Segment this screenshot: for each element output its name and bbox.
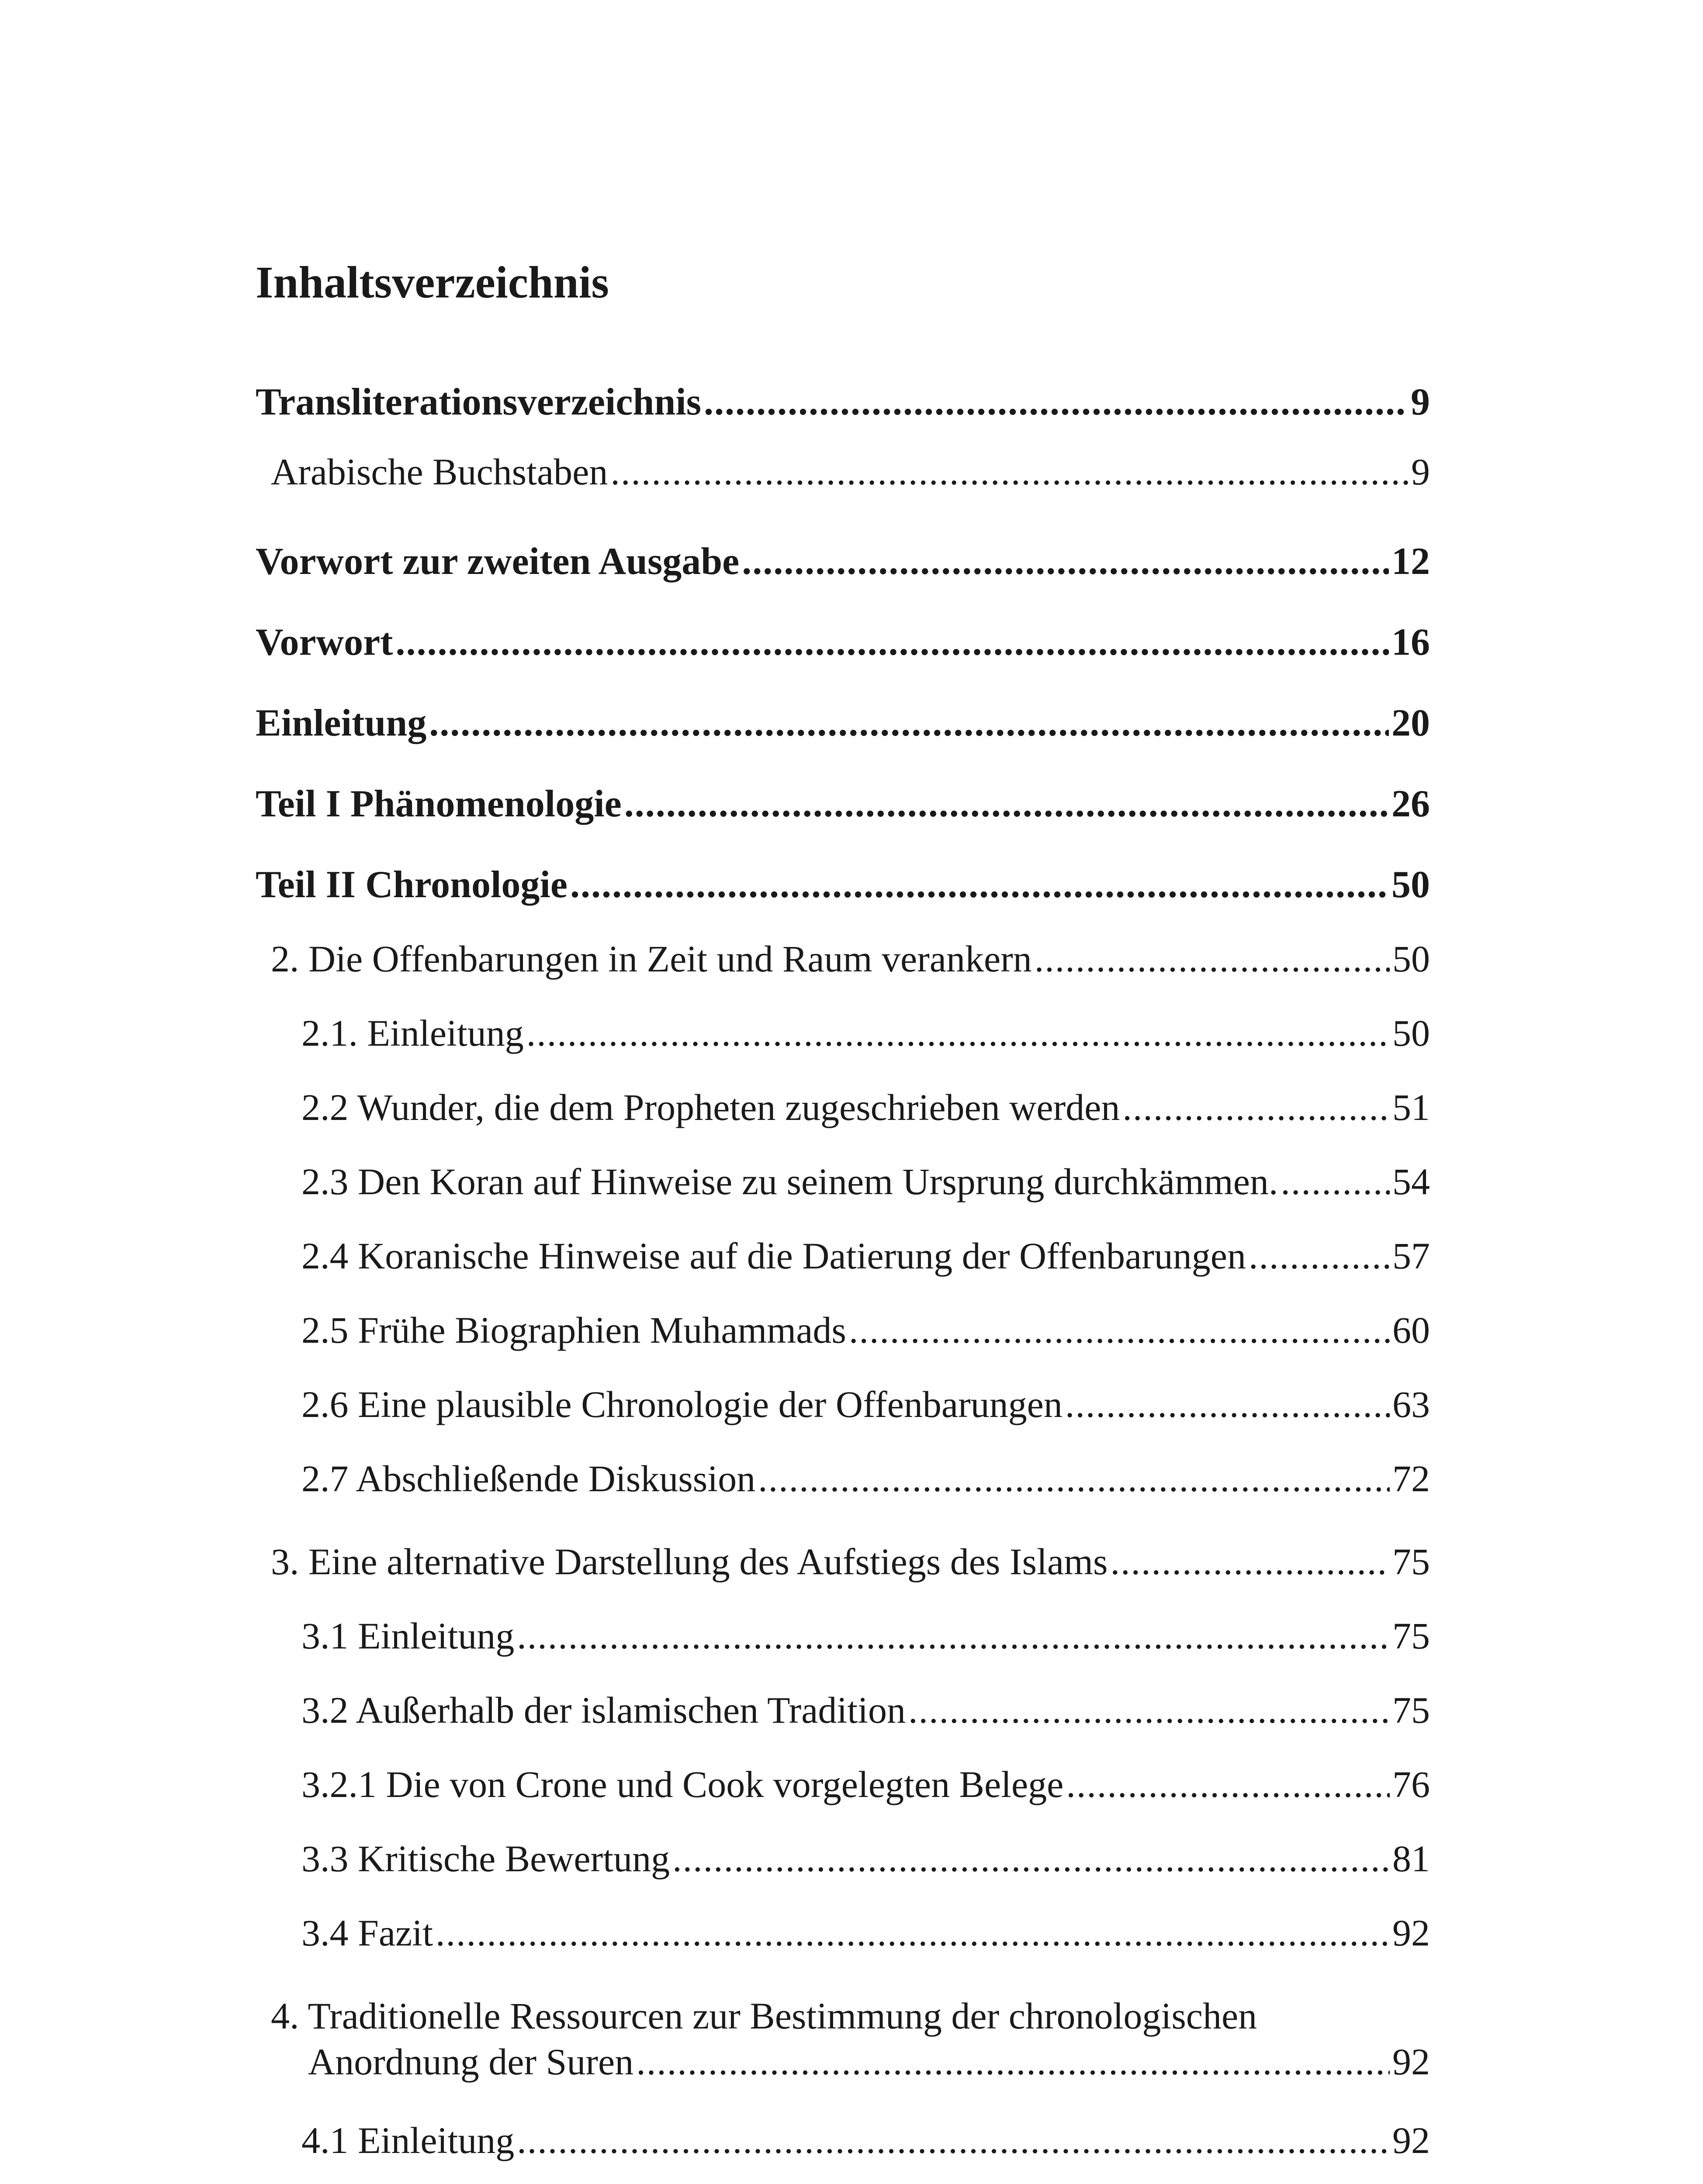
toc-entry-3-3[interactable] bbox=[301, 1837, 1430, 1880]
toc-entry-2-1[interactable] bbox=[301, 1011, 1430, 1055]
toc-entry-label: 3.2 Außerhalb der islamischen Tradition bbox=[301, 1689, 906, 1731]
toc-entry-3-4[interactable] bbox=[301, 1911, 1430, 1955]
toc-entry-label: 2.7 Abschließende Diskussion bbox=[301, 1458, 756, 1500]
dot-leader bbox=[1110, 1540, 1390, 1583]
toc-entry-2-5[interactable] bbox=[301, 1308, 1430, 1352]
dot-leader bbox=[742, 539, 1389, 584]
toc-page-number: 92 bbox=[1392, 1912, 1430, 1954]
toc-entry-label: Einleitung bbox=[256, 702, 427, 744]
toc-entry-teil-1[interactable] bbox=[256, 782, 1430, 826]
dot-leader bbox=[395, 620, 1389, 664]
toc-entry-3-2-1[interactable] bbox=[301, 1762, 1430, 1806]
toc-page-number: 81 bbox=[1392, 1838, 1430, 1880]
dot-leader bbox=[1122, 1085, 1390, 1129]
toc-entry-teil-2[interactable] bbox=[256, 863, 1430, 907]
toc-entry-chapter-4-line1[interactable]: 4. Traditionelle Ressourcen zur Bestimmung der chronologischen bbox=[271, 1995, 1257, 2037]
toc-entry-2-7[interactable] bbox=[301, 1457, 1430, 1500]
toc-page-number: 54 bbox=[1392, 1161, 1430, 1203]
dot-leader bbox=[610, 450, 1409, 494]
toc-entry-vorwort[interactable] bbox=[256, 620, 1430, 664]
toc-entry-label: 3.2.1 Die von Crone und Cook vorgelegten Belege bbox=[301, 1763, 1064, 1805]
toc-entry-label: 2.1. Einleitung bbox=[301, 1012, 524, 1054]
toc-entry-label: 2.3 Den Koran auf Hinweise zu seinem Ursprung durchkämmen. bbox=[301, 1161, 1278, 1203]
toc-entry-2-3[interactable] bbox=[301, 1160, 1430, 1203]
dot-leader bbox=[436, 1911, 1390, 1955]
dot-leader bbox=[1249, 1234, 1390, 1278]
toc-entry-chapter-3[interactable] bbox=[271, 1540, 1430, 1583]
toc-entry-3-1[interactable] bbox=[301, 1614, 1430, 1658]
toc-entry-label: 2. Die Offenbarungen in Zeit und Raum verankern bbox=[271, 938, 1032, 980]
toc-entry-2-6[interactable] bbox=[301, 1382, 1430, 1426]
toc-entry-label: Anordnung der Suren bbox=[308, 2041, 634, 2083]
toc-entry-vorwort-zweite-ausgabe[interactable] bbox=[256, 539, 1430, 584]
toc-page-number: 12 bbox=[1391, 540, 1430, 583]
dot-leader bbox=[1066, 1762, 1390, 1806]
dot-leader bbox=[526, 1011, 1390, 1055]
toc-entry-2-2[interactable] bbox=[301, 1085, 1430, 1129]
toc-entry-label: Teil II Chronologie bbox=[256, 864, 568, 906]
toc-entry-label: 2.2 Wunder, die dem Propheten zugeschrieben werden bbox=[301, 1086, 1120, 1128]
toc-entry-3-2[interactable] bbox=[301, 1688, 1430, 1732]
toc-entry-arabische-buchstaben[interactable] bbox=[271, 450, 1430, 494]
dot-leader bbox=[758, 1457, 1390, 1500]
toc-page-number: 50 bbox=[1392, 1012, 1430, 1054]
toc-entry-einleitung[interactable] bbox=[256, 701, 1430, 745]
toc-page-number: 9 bbox=[1411, 451, 1430, 493]
dot-leader bbox=[672, 1837, 1390, 1880]
toc-entry-label: 2.5 Frühe Biographien Muhammads bbox=[301, 1309, 846, 1351]
dot-leader bbox=[704, 380, 1408, 424]
toc-entry-label: 2.4 Koranische Hinweise auf die Datierung der Offenbarungen bbox=[301, 1235, 1246, 1277]
dot-leader bbox=[517, 2118, 1390, 2162]
toc-entry-label: Teil I Phänomenologie bbox=[256, 783, 622, 825]
toc-page-number: 16 bbox=[1391, 621, 1430, 663]
dot-leader bbox=[1035, 937, 1390, 981]
toc-page-number: 50 bbox=[1391, 864, 1430, 906]
toc-entry-transliterationsverzeichnis[interactable] bbox=[256, 380, 1430, 424]
page-title: Inhaltsverzeichnis bbox=[256, 257, 609, 308]
dot-leader bbox=[636, 2040, 1390, 2084]
toc-page-number: 75 bbox=[1392, 1541, 1430, 1583]
toc-page-number: 57 bbox=[1392, 1235, 1430, 1277]
toc-page-number: 20 bbox=[1391, 702, 1430, 744]
dot-leader bbox=[1281, 1160, 1390, 1203]
dot-leader bbox=[429, 701, 1389, 745]
toc-page-number: 51 bbox=[1392, 1086, 1430, 1128]
toc-entry-4-1[interactable] bbox=[301, 2118, 1430, 2162]
dot-leader bbox=[624, 782, 1389, 826]
toc-entry-label: 3.1 Einleitung bbox=[301, 1615, 515, 1657]
toc-page-number: 26 bbox=[1391, 783, 1430, 825]
toc-entry-chapter-4[interactable] bbox=[308, 2040, 1430, 2084]
toc-page-number: 50 bbox=[1392, 938, 1430, 980]
toc-entry-label: Vorwort zur zweiten Ausgabe bbox=[256, 540, 740, 583]
toc-entry-label: Vorwort bbox=[256, 621, 393, 663]
toc-entry-label: 3.3 Kritische Bewertung bbox=[301, 1838, 670, 1880]
dot-leader bbox=[570, 863, 1389, 907]
toc-entry-label: 3. Eine alternative Darstellung des Aufstiegs des Islams bbox=[271, 1541, 1108, 1583]
dot-leader bbox=[1065, 1382, 1390, 1426]
toc-entry-label: 4.1 Einleitung bbox=[301, 2119, 515, 2161]
toc-entry-label: 2.6 Eine plausible Chronologie der Offenbarungen bbox=[301, 1383, 1063, 1425]
toc-page-number: 60 bbox=[1392, 1309, 1430, 1351]
dot-leader bbox=[908, 1688, 1390, 1732]
toc-entry-label: 3.4 Fazit bbox=[301, 1912, 433, 1954]
toc-page-number: 9 bbox=[1411, 381, 1430, 423]
toc-page-number: 75 bbox=[1392, 1615, 1430, 1657]
toc-entry-2-4[interactable] bbox=[301, 1234, 1430, 1278]
dot-leader bbox=[517, 1614, 1390, 1658]
toc-entry-chapter-2[interactable] bbox=[271, 937, 1430, 981]
toc-entry-label: Transliterationsverzeichnis bbox=[256, 381, 701, 423]
toc-page-number: 75 bbox=[1392, 1689, 1430, 1731]
toc-entry-label: Arabische Buchstaben bbox=[271, 451, 608, 493]
toc-page-number: 92 bbox=[1392, 2041, 1430, 2083]
toc-page-number: 72 bbox=[1392, 1458, 1430, 1500]
dot-leader bbox=[849, 1308, 1390, 1352]
toc-page-number: 76 bbox=[1392, 1763, 1430, 1805]
toc-page-number: 63 bbox=[1392, 1383, 1430, 1425]
toc-page-number: 92 bbox=[1392, 2119, 1430, 2161]
